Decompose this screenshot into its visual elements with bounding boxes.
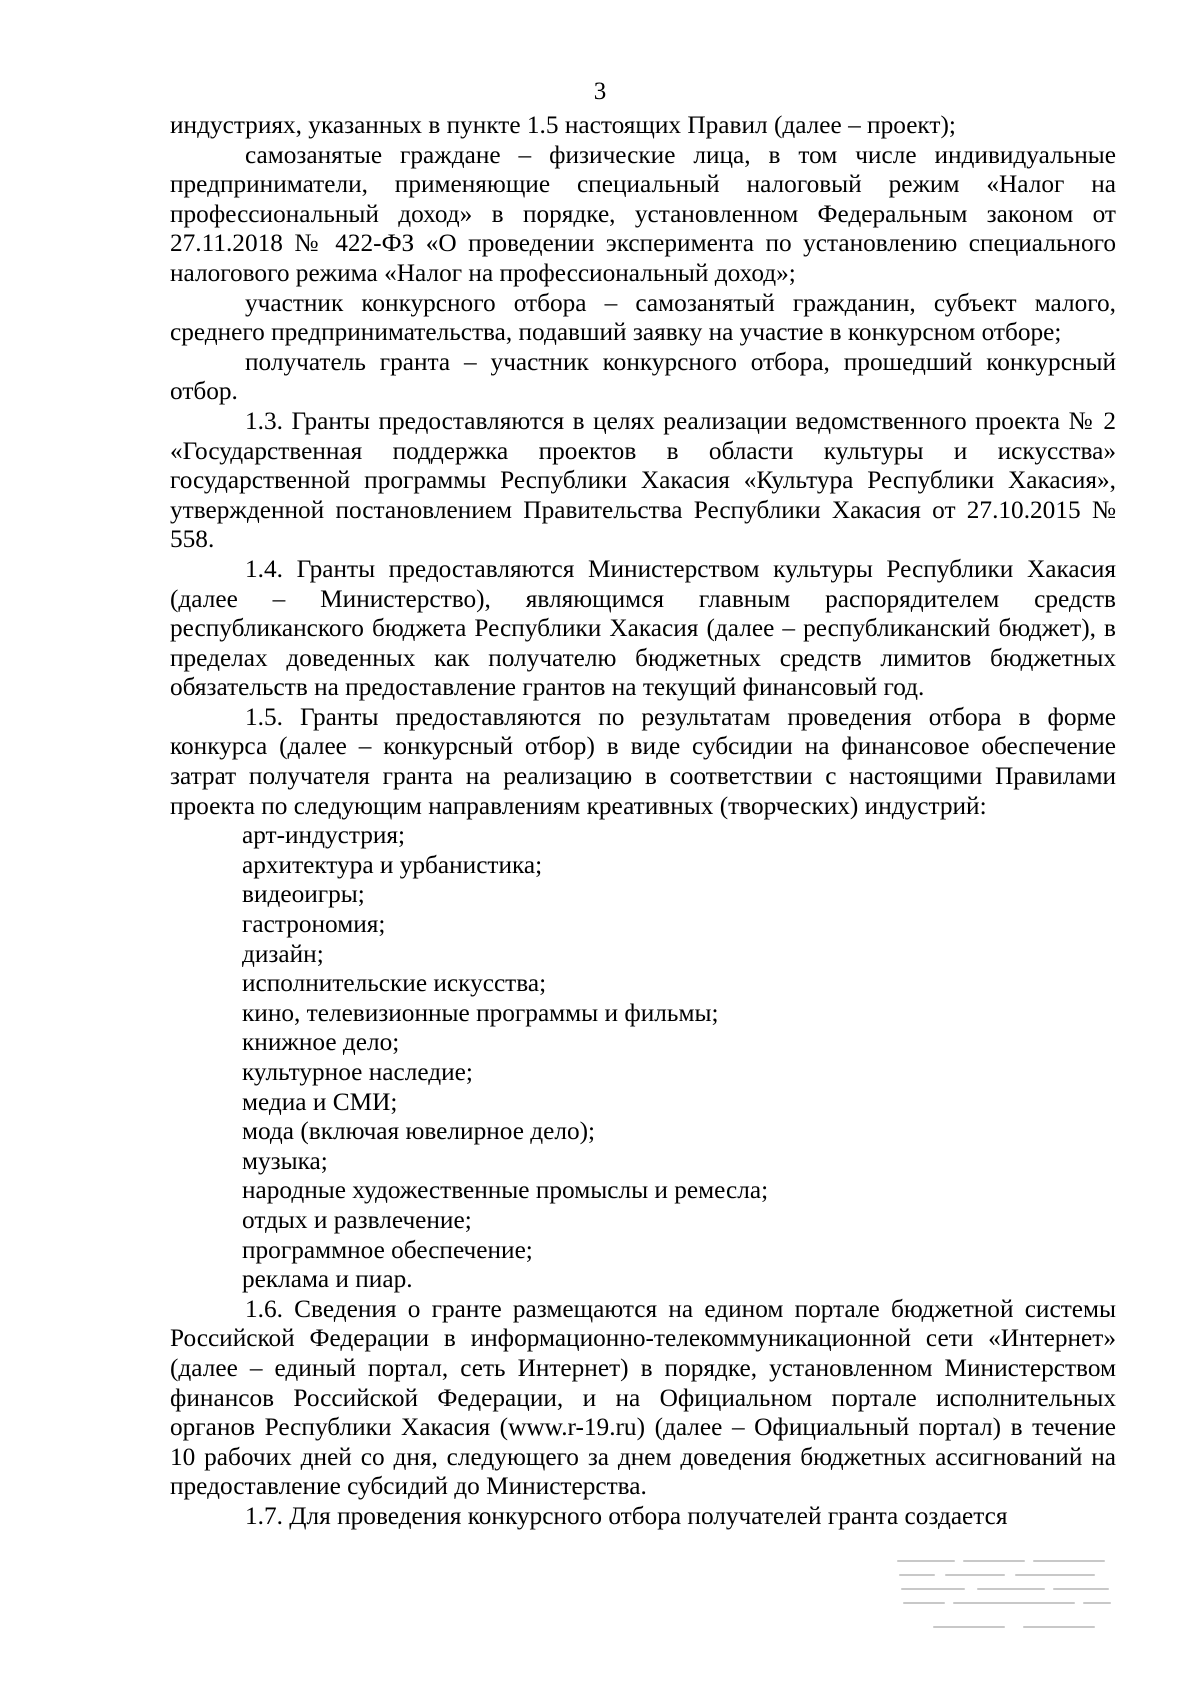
paragraph-1-5: 1.5. Гранты предоставляются по результатам проведения отбора в форме конкурса (далее – конкурсный отбор) в виде субсидии на финансовое обеспечение затрат получателя гранта на реализацию в соответствии с настоящими Правилами проекта по следующим направлениям креативных (творческих) индустрий: [170, 702, 1116, 820]
list-item: исполнительские искусства; [242, 969, 547, 998]
list-item: дизайн; [242, 939, 324, 968]
paragraph-intro: индустриях, указанных в пункте 1.5 настоящих Правил (далее – проект); [170, 111, 956, 139]
list-item: арт-индустрия; [242, 821, 406, 850]
paragraph-1-3: 1.3. Гранты предоставляются в целях реализации ведомственного проекта № 2 «Государственная поддержка проектов в области культуры и искусства» государственной программы Республики Хакасия «Культура Республики Хакасия», утвержденной постановлением Правительства Республики Хакасия от 27.10.2015 № 558. [170, 406, 1116, 554]
list-item: программное обеспечение; [242, 1235, 533, 1264]
paragraph-1-7: 1.7. Для проведения конкурсного отбора получателей гранта создается [245, 1501, 1008, 1530]
list-item: отдых и развлечение; [242, 1205, 472, 1234]
faint-stamp-mark [894, 1553, 1116, 1633]
list-item: мода (включая ювелирное дело); [242, 1117, 596, 1146]
paragraph-1-6: 1.6. Сведения о гранте размещаются на едином портале бюджетной системы Российской Федерации в информационно-телекоммуникационной сети «Интернет» (далее – единый портал, сеть Интернет) в порядке, установленном Министерством финансов Российской Федерации, и на Официальном портале исполнительных органов Республики Хакасия (www.r-19.ru) (далее – Официальный портал) в течение 10 рабочих дней со дня, следующего за днем доведения бюджетных ассигнований на предоставление субсидий до Министерства. [170, 1294, 1116, 1501]
list-item: гастрономия; [242, 910, 386, 939]
list-item: архитектура и урбанистика; [242, 850, 543, 879]
document-body [170, 111, 1116, 1532]
list-item: книжное дело; [242, 1028, 400, 1057]
list-item: медиа и СМИ; [242, 1087, 398, 1116]
paragraph-participant: участник конкурсного отбора – самозанятый гражданин, субъект малого, среднего предпринимательства, подавший заявку на участие в конкурсном отборе; [170, 288, 1116, 347]
list-item: культурное наследие; [242, 1058, 473, 1086]
paragraph-1-4: 1.4. Гранты предоставляются Министерством культуры Республики Хакасия (далее – Министерство), являющимся главным распорядителем средств республиканского бюджета Республики Хакасия (далее – республиканский бюджет), в пределах доведенных как получателю бюджетных средств лимитов бюджетных обязательств на предоставление грантов на текущий финансовый год. [170, 554, 1116, 702]
page-number: 3 [593, 78, 607, 105]
paragraph-recipient: получатель гранта – участник конкурсного отбора, прошедший конкурсный отбор. [170, 347, 1116, 406]
list-item: кино, телевизионные программы и фильмы; [242, 998, 719, 1027]
list-item: реклама и пиар. [242, 1265, 413, 1294]
industries-list [170, 821, 1116, 1295]
paragraph-self-employed: самозанятые граждане – физические лица, в том числе индивидуальные предприниматели, применяющие специальный налоговый режим «Налог на профессиональный доход» в порядке, установленном Федеральным законом от 27.11.2018 № 422-ФЗ «О проведении эксперимента по установлению специального налогового режима «Налог на профессиональный доход»; [170, 140, 1116, 287]
list-item: народные художественные промыслы и ремесла; [242, 1176, 769, 1205]
list-item: музыка; [242, 1146, 328, 1175]
list-item: видеоигры; [242, 880, 365, 909]
